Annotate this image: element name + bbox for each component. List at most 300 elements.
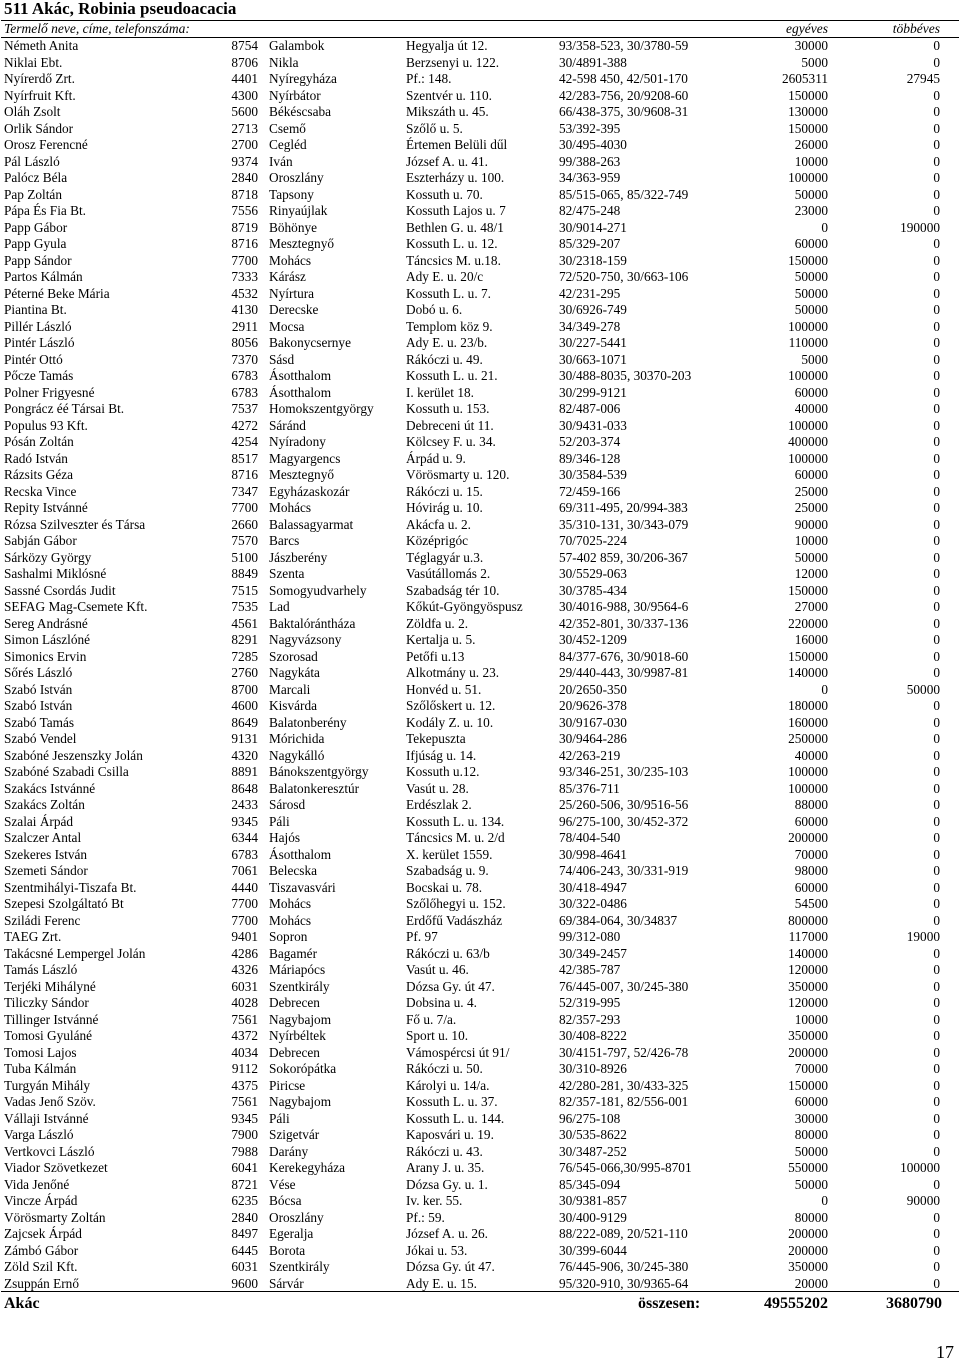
header-producer-label: Termelő neve, címe, telefonszáma: [4,21,190,36]
producer-name: Péterné Beke Mária [4,285,110,301]
street-address: Dózsa Gy. út 47. [406,1259,495,1274]
phone-number: 30/408-8222 [559,1028,627,1043]
producer-table [1,38,959,1292]
city: Böhönye [269,219,318,235]
producer-name: Szabó István [4,698,73,713]
city: Békéscsaba [269,104,332,119]
table-row [1,781,959,798]
table-row [1,1210,959,1227]
multi-year-quantity: 0 [933,830,940,845]
city: Barcs [269,533,300,548]
single-year-quantity: 50000 [794,186,828,202]
producer-name: Szemeti Sándor [4,863,88,878]
table-row [1,368,959,385]
postal-code: 2660 [231,516,258,532]
single-year-quantity: 70000 [794,846,828,862]
producer-name: Vida Jenőné [4,1176,70,1192]
table-row [1,1259,959,1276]
street-address: Petőfi u.13 [406,648,465,664]
multi-year-quantity: 0 [933,566,940,581]
single-year-quantity: 10000 [794,1011,828,1027]
single-year-quantity: 23000 [794,203,828,218]
postal-code: 7347 [231,483,258,499]
postal-code: 7537 [231,401,258,416]
multi-year-quantity: 0 [933,120,940,136]
multi-year-quantity: 0 [933,615,940,631]
multi-year-quantity: 0 [933,780,940,796]
multi-year-quantity: 19000 [906,929,940,944]
producer-name: Pőcze Tamás [4,368,74,383]
multi-year-quantity: 0 [933,714,940,730]
phone-number: 85/329-207 [559,236,621,251]
table-row [1,1226,959,1243]
producer-name: Nyírerdő Zrt. [4,71,75,86]
single-year-quantity: 54500 [794,896,828,911]
phone-number: 82/357-181, 82/556-001 [559,1094,689,1109]
phone-number: 30/399-6044 [559,1242,627,1258]
single-year-quantity: 140000 [788,665,828,680]
producer-name: Papp Sándor [4,252,72,268]
multi-year-quantity: 0 [933,351,940,367]
table-row [1,335,959,352]
city: Mesztegnyő [269,236,334,251]
producer-name: Viador Szövetkezet [4,1160,108,1175]
postal-code: 2840 [231,170,258,185]
multi-year-quantity: 0 [933,896,940,911]
city: Szigetvár [269,1127,320,1142]
street-address: Akácfa u. 2. [406,516,471,532]
street-address: Kossuth L. u. 12. [406,236,498,251]
multi-year-quantity: 0 [933,1044,940,1060]
single-year-quantity: 100000 [788,318,828,334]
postal-code: 7515 [231,582,258,598]
producer-name: Rázsits Géza [4,467,74,482]
city: Egyházaskozár [269,483,350,499]
street-address: Rákóczi u. 15. [406,483,483,499]
multi-year-quantity: 90000 [906,1193,940,1208]
producer-name: Pál László [4,153,60,169]
city: Vése [269,1176,296,1192]
city: Szorosad [269,648,318,664]
table-row [1,896,959,913]
street-address: Kőkút-Gyöngyöspusz [406,599,523,614]
multi-year-quantity: 0 [933,252,940,268]
table-row [1,929,959,946]
street-address: Bethlen G. u. 48/1 [406,219,504,235]
table-row [1,484,959,501]
phone-number: 30/9464-286 [559,731,627,746]
street-address: Templom köz 9. [406,318,493,334]
table-row [1,1160,959,1177]
postal-code: 4272 [231,417,258,433]
postal-code: 4440 [231,879,258,895]
city: Nyíradony [269,434,326,449]
street-address: Hóvirág u. 10. [406,500,483,515]
multi-year-quantity: 0 [933,137,940,152]
table-row [1,698,959,715]
city: Balassagyarmat [269,516,354,532]
producer-name: Nyírfruit Kft. [4,87,76,103]
street-address: Táncsics M. u.18. [406,252,501,268]
postal-code: 8700 [231,681,258,697]
city: Marcali [269,681,311,697]
phone-number: 20/2650-350 [559,681,627,697]
postal-code: 8719 [231,219,258,235]
page-number: 17 [936,1342,954,1362]
phone-number: 66/438-375, 30/9608-31 [559,104,689,119]
single-year-quantity: 200000 [788,1226,828,1241]
single-year-quantity: 200000 [788,1044,828,1060]
single-year-quantity: 350000 [788,978,828,994]
phone-number: 99/312-080 [559,929,621,944]
single-year-quantity: 150000 [788,648,828,664]
postal-code: 4254 [231,434,258,449]
multi-year-quantity: 0 [933,285,940,301]
city: Bagamér [269,945,317,961]
phone-number: 30/663-1071 [559,351,627,367]
street-address: Rákóczi u. 49. [406,351,483,367]
phone-number: 30/488-8035, 30370-203 [559,368,692,383]
table-row [1,88,959,105]
street-address: Alkotmány u. 23. [406,665,500,680]
table-row [1,1045,959,1062]
multi-year-quantity: 0 [933,1275,940,1291]
city: Rinyaújlak [269,203,328,218]
single-year-quantity: 120000 [788,962,828,977]
phone-number: 29/440-443, 30/9987-81 [559,665,689,680]
postal-code: 7900 [231,1127,258,1142]
table-row [1,352,959,369]
phone-number: 96/275-108 [559,1110,621,1126]
street-address: Mikszáth u. 45. [406,104,489,119]
phone-number: 84/377-676, 30/9018-60 [559,648,689,664]
producer-name: Orlik Sándor [4,120,74,136]
single-year-quantity: 100000 [788,170,828,185]
producer-name: Németh Anita [4,38,79,53]
multi-year-quantity: 0 [933,104,940,119]
multi-year-quantity: 0 [933,731,940,746]
producer-name: Simon Lászlóné [4,632,91,647]
table-row [1,764,959,781]
street-address: Honvéd u. 51. [406,681,482,697]
phone-number: 34/349-278 [559,318,621,334]
single-year-quantity: 0 [821,681,828,697]
street-address: Arany J. u. 35. [406,1160,485,1175]
table-row [1,1111,959,1128]
phone-number: 30/400-9129 [559,1209,627,1225]
multi-year-quantity: 0 [933,1259,940,1274]
table-row [1,154,959,171]
multi-year-quantity: 0 [933,1077,940,1093]
totals-row [1,1291,959,1317]
city: Magyargencs [269,450,341,466]
single-year-quantity: 12000 [794,566,828,581]
table-row [1,269,959,286]
street-address: Kertalja u. 5. [406,632,476,647]
street-address: Ady E. u. 15. [406,1275,477,1291]
street-address: Zöldfa u. 2. [406,615,469,631]
table-row [1,830,959,847]
postal-code: 8649 [231,714,258,730]
single-year-quantity: 40000 [794,747,828,763]
postal-code: 7285 [231,648,258,664]
city: Baktalórántháza [269,615,356,631]
table-row [1,1078,959,1095]
postal-code: 8716 [231,467,258,482]
producer-name: Recska Vince [4,483,77,499]
single-year-quantity: 200000 [788,830,828,845]
street-address: Berzsenyi u. 122. [406,54,500,70]
postal-code: 4372 [231,1028,258,1043]
city: Mocsa [269,318,305,334]
phone-number: 69/384-064, 30/34837 [559,912,678,928]
producer-name: Szakács Zoltán [4,797,85,812]
single-year-quantity: 5000 [801,54,828,70]
city: Belecska [269,863,317,878]
phone-number: 30/998-4641 [559,846,627,862]
city: Sárvár [269,1275,304,1291]
multi-year-quantity: 0 [933,1028,940,1043]
table-row [1,962,959,979]
single-year-quantity: 60000 [794,1094,828,1109]
multi-year-quantity: 0 [933,54,940,70]
single-year-quantity: 60000 [794,813,828,829]
single-year-quantity: 20000 [794,1275,828,1291]
phone-number: 99/388-263 [559,153,621,169]
phone-number: 52/203-374 [559,434,621,449]
multi-year-quantity: 0 [933,417,940,433]
producer-name: Sashalmi Miklósné [4,566,107,581]
street-address: Szabadság tér 10. [406,582,500,598]
postal-code: 9401 [231,929,258,944]
postal-code: 6031 [231,1259,258,1274]
street-address: Debreceni út 11. [406,417,494,433]
city: Sopron [269,929,308,944]
street-address: I. kerület 18. [406,384,474,400]
producer-name: Szepesi Szolgáltató Bt [4,896,124,911]
multi-year-quantity: 0 [933,450,940,466]
footer-total-multi: 3680790 [886,1295,942,1312]
multi-year-quantity: 0 [933,797,940,812]
multi-year-quantity: 0 [933,1176,940,1192]
multi-year-quantity: 0 [933,500,940,515]
single-year-quantity: 30000 [794,1110,828,1126]
postal-code: 9374 [231,153,258,169]
producer-name: Zajcsek Árpád [4,1226,82,1241]
table-row [1,880,959,897]
footer-total-single: 49555202 [764,1295,828,1312]
postal-code: 9131 [231,731,258,746]
postal-code: 4375 [231,1077,258,1093]
city: Oroszlány [269,1209,324,1225]
street-address: Vasútállomás 2. [406,566,491,581]
postal-code: 7570 [231,533,258,548]
city: Nyírbéltek [269,1028,326,1043]
postal-code: 7061 [231,863,258,878]
single-year-quantity: 150000 [788,1077,828,1093]
multi-year-quantity: 0 [933,846,940,862]
street-address: Rákóczi u. 50. [406,1061,483,1076]
producer-name: Papp Gyula [4,236,67,251]
producer-name: Szabó Vendel [4,731,77,746]
postal-code: 7561 [231,1094,258,1109]
city: Kisvárda [269,698,317,713]
table-row [1,401,959,418]
phone-number: 78/404-540 [559,830,621,845]
producer-name: Zsuppán Ernő [4,1275,79,1291]
postal-code: 9345 [231,813,258,829]
postal-code: 7700 [231,500,258,515]
city: Egeralja [269,1226,314,1241]
postal-code: 4130 [231,302,258,317]
multi-year-quantity: 0 [933,302,940,317]
table-header [1,20,959,38]
single-year-quantity: 117000 [788,929,828,944]
multi-year-quantity: 0 [933,236,940,251]
table-row [1,55,959,72]
producer-name: Repity Istvánné [4,500,88,515]
producer-name: Zöld Szil Kft. [4,1259,78,1274]
single-year-quantity: 27000 [794,599,828,614]
producer-name: Tillinger Istvánné [4,1011,99,1027]
single-year-quantity: 150000 [788,252,828,268]
table-row [1,517,959,534]
city: Debrecen [269,995,320,1010]
table-row [1,121,959,138]
street-address: Iv. ker. 55. [406,1193,463,1208]
table-row [1,253,959,270]
postal-code: 7556 [231,203,258,218]
street-address: Szőlő u. 5. [406,120,463,136]
phone-number: 69/311-495, 20/994-383 [559,500,688,515]
postal-code: 4028 [231,995,258,1010]
street-address: Pf.: 59. [406,1209,445,1225]
single-year-quantity: 50000 [794,302,828,317]
street-address: Kölcsey F. u. 34. [406,434,496,449]
postal-code: 9112 [231,1061,258,1076]
single-year-quantity: 80000 [794,1209,828,1225]
city: Kerekegyháza [269,1160,346,1175]
table-row [1,616,959,633]
street-address: Dózsa Gy. u. 1. [406,1176,488,1192]
city: Balatonkeresztúr [269,780,360,796]
table-row [1,170,959,187]
city: Páli [269,1110,290,1126]
multi-year-quantity: 0 [933,1209,940,1225]
postal-code: 4034 [231,1044,258,1060]
postal-code: 8648 [231,780,258,796]
phone-number: 34/363-959 [559,170,621,185]
phone-number: 30/310-8926 [559,1061,627,1076]
multi-year-quantity: 0 [933,632,940,647]
city: Sokorópátka [269,1061,337,1076]
phone-number: 42/231-295 [559,285,621,301]
phone-number: 42-598 450, 42/501-170 [559,71,688,86]
multi-year-quantity: 0 [933,912,940,928]
postal-code: 4326 [231,962,258,977]
city: Szenta [269,566,305,581]
phone-number: 42/280-281, 30/433-325 [559,1077,689,1093]
street-address: Ifjúság u. 14. [406,747,477,763]
table-row [1,1243,959,1260]
city: Mohács [269,896,312,911]
city: Mesztegnyő [269,467,334,482]
postal-code: 6445 [231,1242,258,1258]
street-address: Tekepuszta [406,731,466,746]
producer-name: Pintér László [4,335,75,350]
phone-number: 95/320-910, 30/9365-64 [559,1275,689,1291]
multi-year-quantity: 0 [933,87,940,103]
producer-name: Rózsa Szilveszter és Társa [4,516,146,532]
table-row [1,1276,959,1293]
phone-number: 88/222-089, 20/521-110 [559,1226,688,1241]
table-row [1,797,959,814]
phone-number: 25/260-506, 30/9516-56 [559,797,689,812]
city: Mohács [269,252,312,268]
producer-name: Vörösmarty Zoltán [4,1209,106,1225]
single-year-quantity: 98000 [794,863,828,878]
phone-number: 42/385-787 [559,962,621,977]
single-year-quantity: 16000 [794,632,828,647]
phone-number: 30/4016-988, 30/9564-6 [559,599,689,614]
street-address: Kossuth u. 70. [406,186,483,202]
multi-year-quantity: 0 [933,945,940,961]
city: Jászberény [269,549,328,565]
street-address: József A. u. 41. [406,153,488,169]
postal-code: 8716 [231,236,258,251]
producer-name: Sabján Gábor [4,533,77,548]
city: Páli [269,813,290,829]
phone-number: 42/283-756, 20/9208-60 [559,87,689,103]
table-row [1,451,959,468]
city: Szentkirály [269,978,330,994]
multi-year-quantity: 0 [933,38,940,53]
multi-year-quantity: 0 [933,153,940,169]
city: Oroszlány [269,170,324,185]
city: Sárosd [269,797,306,812]
table-row [1,187,959,204]
multi-year-quantity: 0 [933,1127,940,1142]
single-year-quantity: 200000 [788,1242,828,1258]
city: Mórichida [269,731,325,746]
city: Iván [269,153,293,169]
producer-name: Tomosi Gyuláné [4,1028,93,1043]
multi-year-quantity: 0 [933,549,940,565]
producer-name: Takácsné Lempergel Jolán [4,945,146,961]
table-row [1,533,959,550]
city: Nagykáta [269,665,320,680]
producer-name: Niklai Ebt. [4,54,63,70]
table-row [1,385,959,402]
table-row [1,1094,959,1111]
single-year-quantity: 100000 [788,417,828,433]
table-row [1,1177,959,1194]
phone-number: 70/7025-224 [559,533,627,548]
single-year-quantity: 2605311 [781,71,828,86]
table-row [1,286,959,303]
single-year-quantity: 150000 [788,87,828,103]
producer-name: Vincze Árpád [4,1193,78,1208]
table-row [1,104,959,121]
street-address: Erdőfű Vadászház [406,912,503,928]
producer-name: Szalai Árpád [4,813,74,829]
street-address: Kossuth L. u. 21. [406,368,498,383]
table-row [1,814,959,831]
postal-code: 9600 [231,1275,258,1291]
postal-code: 8291 [231,632,258,647]
multi-year-quantity: 0 [933,368,940,383]
table-row [1,863,959,880]
